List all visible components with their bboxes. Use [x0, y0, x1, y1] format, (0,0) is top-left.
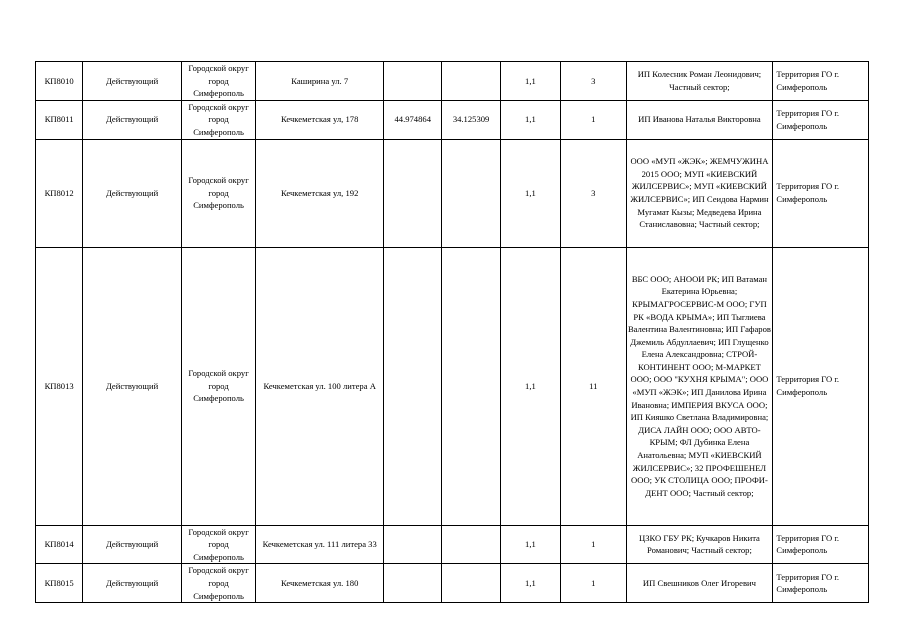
container-count: 1 [561, 525, 626, 564]
point-status: Действующий [83, 564, 182, 603]
waste-generators: ИП Иванова Наталья Викторовна [626, 100, 773, 139]
point-longitude: 34.125309 [442, 100, 500, 139]
point-longitude [442, 247, 500, 525]
point-district: Городской округ город Симферополь [181, 564, 255, 603]
container-count: 1 [561, 100, 626, 139]
point-latitude [384, 62, 442, 101]
territory: Территория ГО г. Симферополь [773, 139, 869, 247]
point-latitude: 44.974864 [384, 100, 442, 139]
waste-generators: ВБС ООО; АНООИ РК; ИП Ватаман Екатерина Юрьевна; КРЫМАГРОСЕРВИС-М ООО; ГУП РК «ВОДА КРЫМА»; ИП Тыглиева Валентина Валентиновна; ИП Гафаров Джемиль Абдуллаевич; ИП Глущенко Елена Александровна; СТРОЙ-КОНТИНЕНТ ООО; М-МАРКЕТ ООО; ООО "КУХНЯ КРЫМА"; ООО «МУП «ЖЭК»; ИП Данилова Ирина Ивановна; ИМПЕРИЯ ВКУСА ООО; ИП Кияшко Светлана Владимировна; ДИСА ЛАЙН ООО; ООО АВТО-КРЫМ; ФЛ Дубинка Елена Анатольевна; МУП «КИЕВСКИЙ ЖИЛСЕРВИС»; 32 ПРОФЕШЕНЕЛ ООО; УК СТОЛИЦА ООО; ПРОФИ-ДЕНТ ООО; Частный сектор; [626, 247, 773, 525]
table-row [36, 139, 869, 247]
waste-generators: ИП Колесник Роман Леонидович; Частный сектор; [626, 62, 773, 101]
collection-points-table [35, 61, 869, 603]
container-volume: 1,1 [500, 525, 560, 564]
point-code: КП8012 [36, 139, 83, 247]
point-address: Кечкеметская ул. 111 литера 33 [256, 525, 384, 564]
point-address: Кечкеметская ул. 100 литера А [256, 247, 384, 525]
point-status: Действующий [83, 139, 182, 247]
container-count: 11 [561, 247, 626, 525]
point-latitude [384, 247, 442, 525]
point-longitude [442, 525, 500, 564]
territory: Территория ГО г. Симферополь [773, 247, 869, 525]
table-row [36, 525, 869, 564]
point-district: Городской округ город Симферополь [181, 525, 255, 564]
waste-generators: ИП Свешников Олег Игоревич [626, 564, 773, 603]
point-code: КП8011 [36, 100, 83, 139]
point-longitude [442, 62, 500, 101]
point-code: КП8013 [36, 247, 83, 525]
container-volume: 1,1 [500, 100, 560, 139]
territory: Территория ГО г. Симферополь [773, 564, 869, 603]
waste-generators: ООО «МУП «ЖЭК»; ЖЕМЧУЖИНА 2015 ООО; МУП «КИЕВСКИЙ ЖИЛСЕРВИС»; МУП «КИЕВСКИЙ ЖИЛСЕРВИС»; ИП Сеидова Нармин Мугамат Кызы; Медведева Ирина Станиславовна; Частный сектор; [626, 139, 773, 247]
container-count: 3 [561, 62, 626, 101]
point-address: Каширина ул. 7 [256, 62, 384, 101]
point-latitude [384, 525, 442, 564]
point-code: КП8015 [36, 564, 83, 603]
territory: Территория ГО г. Симферополь [773, 62, 869, 101]
point-district: Городской округ город Симферополь [181, 62, 255, 101]
table-row [36, 564, 869, 603]
container-volume: 1,1 [500, 139, 560, 247]
point-code: КП8014 [36, 525, 83, 564]
point-district: Городской округ город Симферополь [181, 247, 255, 525]
point-district: Городской округ город Симферополь [181, 139, 255, 247]
container-volume: 1,1 [500, 247, 560, 525]
container-volume: 1,1 [500, 564, 560, 603]
point-address: Кечкеметская ул, 192 [256, 139, 384, 247]
point-longitude [442, 139, 500, 247]
point-status: Действующий [83, 247, 182, 525]
point-district: Городской округ город Симферополь [181, 100, 255, 139]
point-status: Действующий [83, 100, 182, 139]
point-latitude [384, 564, 442, 603]
point-status: Действующий [83, 525, 182, 564]
container-count: 3 [561, 139, 626, 247]
territory: Территория ГО г. Симферополь [773, 100, 869, 139]
waste-generators: ЦЗКО ГБУ РК; Кучкаров Никита Романович; Частный сектор; [626, 525, 773, 564]
point-address: Кечкеметская ул, 178 [256, 100, 384, 139]
point-code: КП8010 [36, 62, 83, 101]
point-latitude [384, 139, 442, 247]
point-status: Действующий [83, 62, 182, 101]
table-row [36, 247, 869, 525]
point-address: Кечкеметская ул. 180 [256, 564, 384, 603]
container-count: 1 [561, 564, 626, 603]
territory: Территория ГО г. Симферополь [773, 525, 869, 564]
table-row [36, 62, 869, 101]
point-longitude [442, 564, 500, 603]
container-volume: 1,1 [500, 62, 560, 101]
table-row [36, 100, 869, 139]
